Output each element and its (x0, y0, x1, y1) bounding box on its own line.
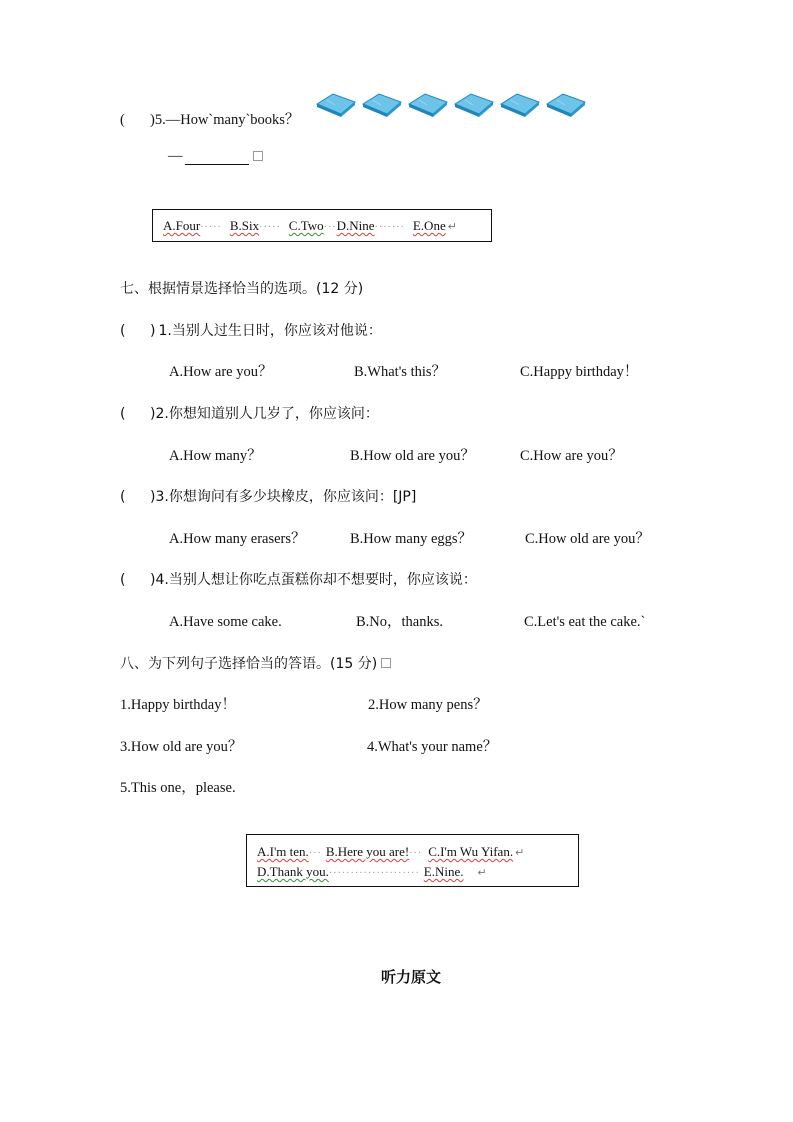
option-a: A.How many erasers？ (169, 531, 306, 547)
answer-choice-box (246, 834, 579, 887)
section-title-part8 (120, 655, 391, 673)
option-b: B.How many eggs？ (350, 531, 473, 547)
sentence-2: 2.How many pens？ (368, 697, 488, 713)
sentence-3: 3.How old are you？ (120, 739, 243, 755)
question-number: 5. (154, 112, 166, 128)
paren-close: ) (150, 323, 156, 339)
listening-script-heading: 听力原文 (381, 968, 442, 986)
word-option: E.One (412, 218, 446, 233)
answer-box-row-1: A.I'm ten.··· B.Here you are!··· C.I'm Wu Yifan. ↵ (257, 844, 525, 859)
word-option: C.Two (288, 218, 324, 233)
option-c: C.How are you？ (520, 448, 623, 464)
word-option: D.Nine (336, 218, 375, 233)
question-7-3 (120, 488, 416, 506)
book-icon (315, 92, 357, 118)
option-a: A.How are you？ (169, 364, 273, 380)
word-option: A.Four (163, 218, 201, 233)
sentence-4: 4.What's your name？ (367, 739, 498, 755)
paren-close: ) (150, 112, 155, 128)
return-mark-icon: ↵ (477, 867, 487, 879)
return-mark-icon: ↵ (447, 221, 457, 233)
placeholder-box-icon (381, 658, 391, 668)
answer-line (168, 147, 263, 165)
answer-paren[interactable]: ( (120, 406, 126, 422)
paren-close: ) (150, 406, 156, 422)
answer-option: E.Nine. (423, 864, 464, 879)
option-a: A.How many？ (169, 448, 262, 464)
answer-paren[interactable]: ( (120, 489, 126, 505)
question-text: —How`many`books？ (165, 112, 300, 128)
answer-option: B.Here you are! (325, 844, 410, 859)
answer-blank[interactable] (185, 150, 249, 165)
question-stem: 2.你想知道别人几岁了，你应该问： (155, 406, 379, 422)
paren-close: ) (150, 572, 156, 588)
question-7-1 (120, 322, 382, 340)
book-icon (545, 92, 587, 118)
option-b: B.How old are you？ (350, 448, 475, 464)
answer-option: D.Thank you. (257, 864, 329, 879)
answer-paren[interactable]: ( (120, 323, 126, 339)
answer-option: C.I'm Wu Yifan. (428, 844, 514, 859)
answer-box-row-2: D.Thank you.····················· E.Nine. ↵ (257, 864, 487, 879)
sentence-5: 5.This one，please. (120, 780, 236, 796)
question-5 (120, 111, 299, 129)
return-mark-icon: ↵ (515, 847, 525, 859)
question-7-2 (120, 405, 379, 423)
answer-paren[interactable]: ( (120, 112, 125, 128)
option-c: C.Happy birthday！ (520, 364, 639, 380)
word-option: B.Six (229, 218, 260, 233)
option-b: B.No，thanks. (356, 614, 443, 630)
answer-paren[interactable]: ( (120, 572, 126, 588)
question-stem: 4.当别人想让你吃点蛋糕你却不想要时，你应该说： (155, 572, 477, 588)
books-image (315, 92, 587, 120)
book-icon (361, 92, 403, 118)
book-icon (453, 92, 495, 118)
section-title-part7: 七、根据情景选择恰当的选项。(12 分) (120, 281, 364, 297)
book-icon (499, 92, 541, 118)
section-title-text: 八、为下列句子选择恰当的答语。(15 分) (120, 656, 378, 672)
question-stem: 1.当别人过生日时，你应该对他说： (158, 323, 382, 339)
answer-option: A.I'm ten. (257, 844, 309, 859)
paren-close: ) (150, 489, 156, 505)
option-a: A.Have some cake. (169, 614, 282, 630)
option-c: C.Let's eat the cake.` (524, 614, 646, 630)
word-choice-box: A.Four····· B.Six····· C.Two···D.Nine······· E.One ↵ (152, 209, 492, 242)
question-7-4 (120, 571, 477, 589)
book-icon (407, 92, 449, 118)
placeholder-box-icon (253, 151, 263, 161)
option-c: C.How old are you？ (525, 531, 650, 547)
sentence-1: 1.Happy birthday！ (120, 697, 236, 713)
option-b: B.What's this？ (354, 364, 447, 380)
answer-dash: — (168, 148, 183, 164)
question-stem: 3.你想询问有多少块橡皮，你应该问：[JP] (155, 489, 417, 505)
